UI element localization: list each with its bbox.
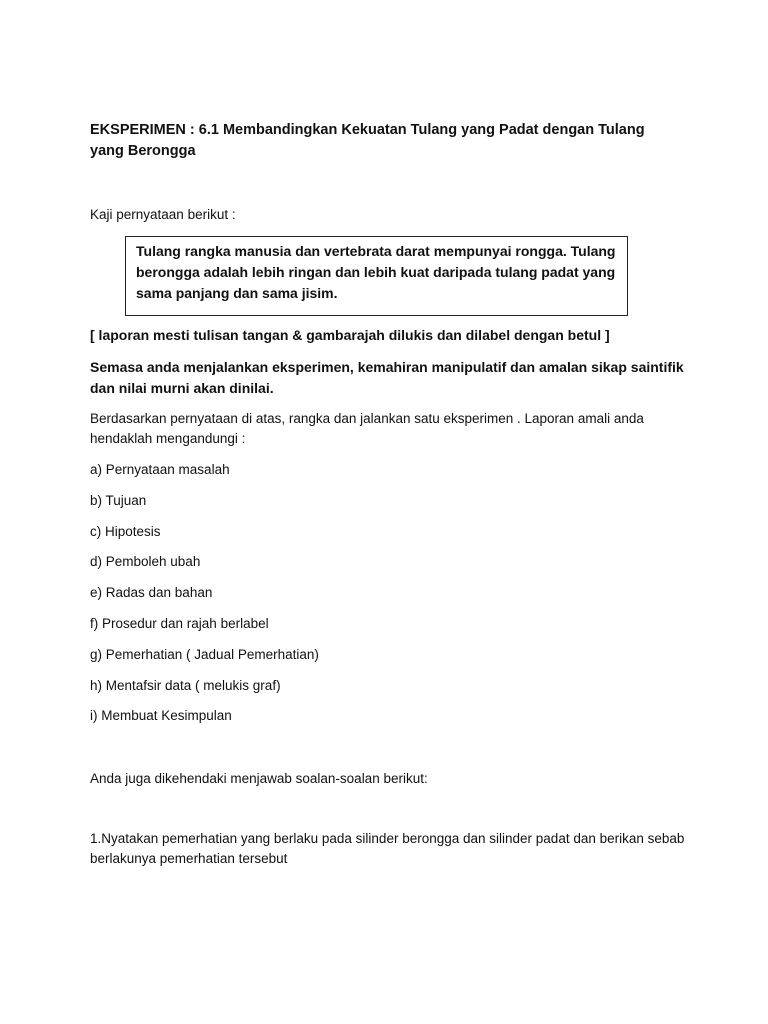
report-item-i: i) Membuat Kesimpulan	[90, 708, 232, 723]
experiment-title: EKSPERIMEN : 6.1 Membandingkan Kekuatan Tulang yang Padat dengan Tulang yang Berongga	[90, 122, 645, 159]
report-item-a: a) Pernyataan masalah	[90, 462, 230, 477]
report-item-c: c) Hipotesis	[90, 524, 161, 539]
report-item-g: g) Pemerhatian ( Jadual Pemerhatian)	[90, 647, 319, 662]
report-item-h: h) Mentafsir data ( melukis graf)	[90, 678, 281, 693]
report-instructions: Berdasarkan pernyataan di atas, rangka dan jalankan satu eksperimen . Laporan amali anda hendaklah mengandungi :	[90, 411, 644, 446]
report-item-e: e) Radas dan bahan	[90, 585, 213, 600]
report-item-b: b) Tujuan	[90, 493, 147, 508]
report-item-f: f) Prosedur dan rajah berlabel	[90, 616, 269, 631]
question-1: 1.Nyatakan pemerhatian yang berlaku pada silinder berongga dan silinder padat dan berikan sebab berlakunya pemerhatian tersebut	[90, 831, 685, 866]
statement-intro: Kaji pernyataan berikut :	[90, 207, 236, 222]
assessment-note: Semasa anda menjalankan eksperimen, kemahiran manipulatif dan amalan sikap saintifik dan nilai murni akan dinilai.	[90, 359, 684, 396]
report-note: [ laporan mesti tulisan tangan & gambarajah dilukis dan dilabel dengan betul ]	[90, 327, 610, 343]
statement-box: Tulang rangka manusia dan vertebrata darat mempunyai rongga. Tulang berongga adalah lebih ringan dan lebih kuat daripada tulang padat yang sama panjang dan sama jisim.	[125, 236, 628, 316]
questions-intro: Anda juga dikehendaki menjawab soalan-soalan berikut:	[90, 771, 428, 786]
report-item-d: d) Pemboleh ubah	[90, 554, 201, 569]
